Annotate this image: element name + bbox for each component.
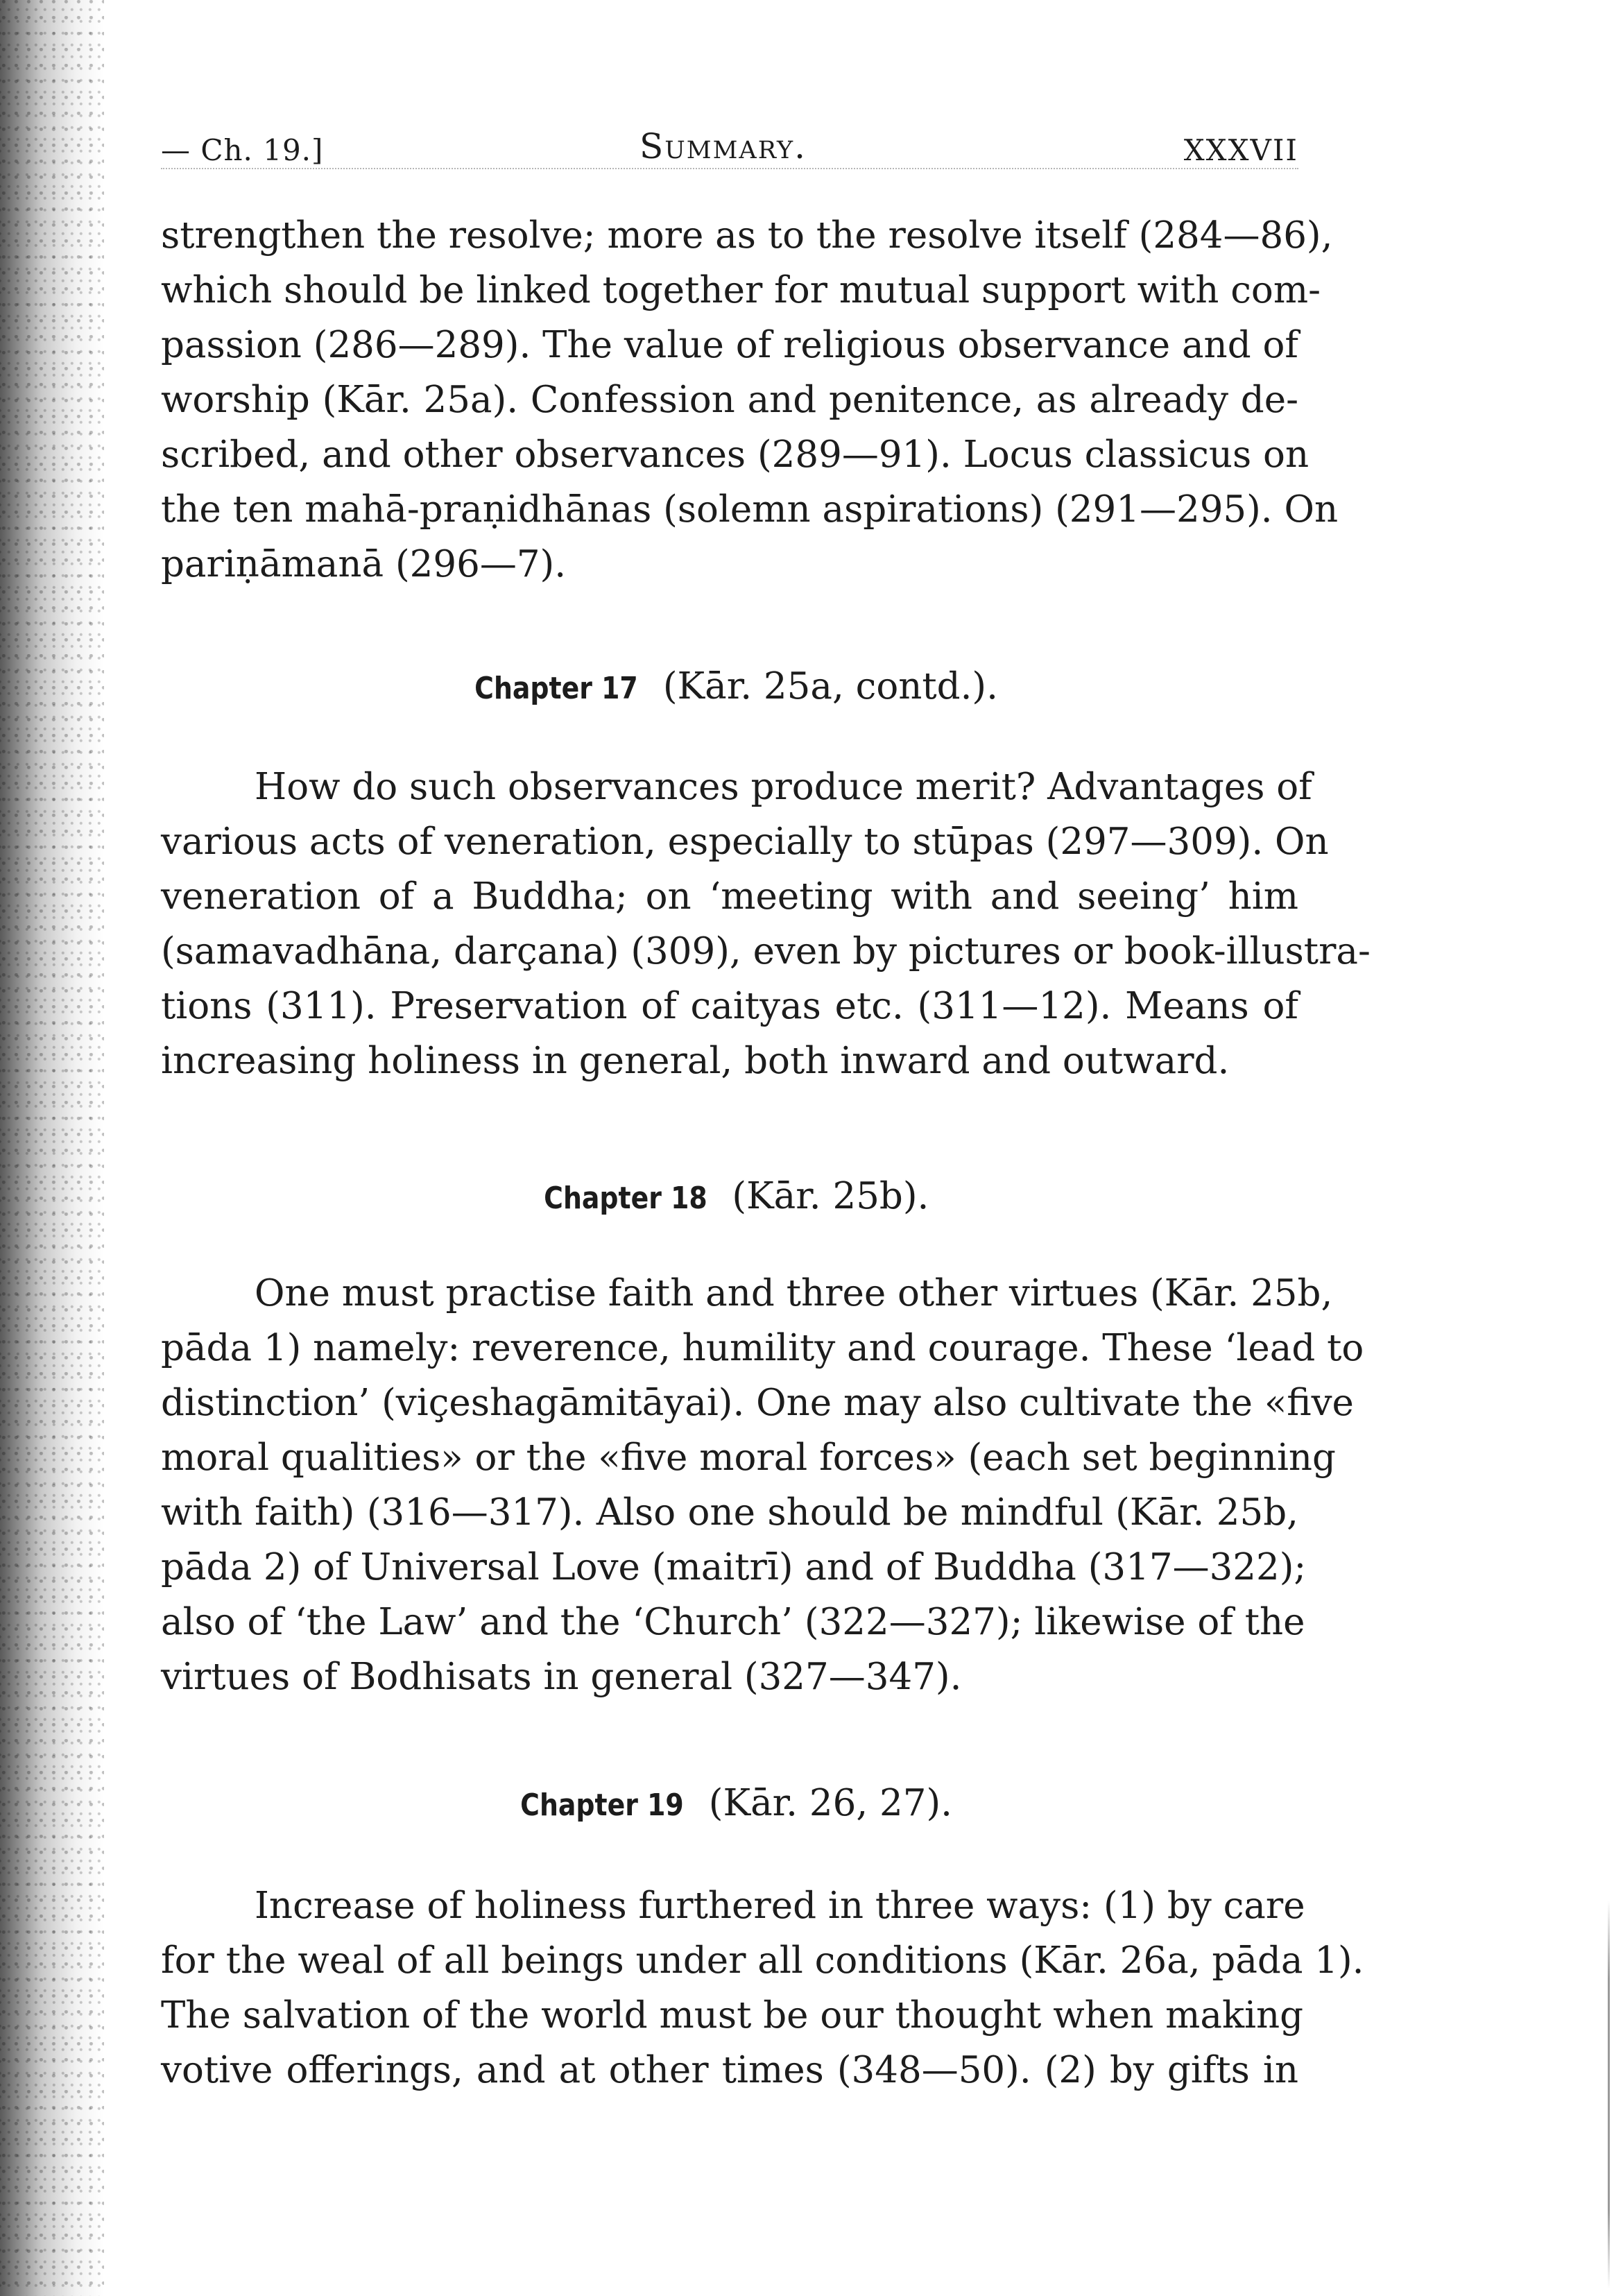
paragraph-chapter-17 <box>161 760 1371 1088</box>
chapter-label: Chapter 17 <box>474 671 638 706</box>
page-number: XXXVII <box>1183 133 1298 167</box>
chapter-reference: — Ch. 19.] <box>161 133 324 167</box>
page-title: Summary. <box>639 126 807 166</box>
header-rule <box>161 168 1298 169</box>
text-line: distinction’ (viçeshagāmitāyai). One may also cultivate the «five <box>161 1382 1354 1424</box>
chapter-karika-reference: (Kār. 25a, contd.). <box>662 665 998 708</box>
scanned-page-edge <box>0 0 104 2296</box>
text-line: the ten mahā-praṇidhānas (solemn aspirations) (291—295). On <box>161 488 1339 531</box>
text-line: for the weal of all beings under all conditions (Kār. 26a, pāda 1). <box>161 1939 1364 1982</box>
paragraph-chapter-16-continued <box>161 208 1339 592</box>
text-line: veneration of a Buddha; on ‘meeting with and seeing’ him <box>161 875 1298 918</box>
text-line: with faith) (316—317). Also one should be mindful (Kār. 25b, <box>161 1491 1298 1534</box>
text-line: increasing holiness in general, both inward and outward. <box>161 1040 1230 1082</box>
paragraph-chapter-19 <box>161 1878 1364 2098</box>
text-line: passion (286—289). The value of religious observance and of <box>161 324 1298 366</box>
chapter-label: Chapter 19 <box>520 1788 684 1823</box>
text-line: strengthen the resolve; more as to the resolve itself (284—86), <box>161 214 1333 257</box>
running-head <box>161 123 1298 172</box>
text-line: (samavadhāna, darçana) (309), even by pictures or book-illustra- <box>161 930 1371 973</box>
chapter-label: Chapter 18 <box>543 1181 707 1216</box>
chapter-19-heading <box>161 1776 1298 1833</box>
text-line: which should be linked together for mutual support with com- <box>161 269 1321 311</box>
text-line: Increase of holiness furthered in three ways: (1) by care <box>255 1885 1305 1927</box>
text-line: How do such observances produce merit? Advantages of <box>255 766 1312 808</box>
chapter-karika-reference: (Kār. 25b). <box>732 1175 929 1217</box>
chapter-karika-reference: (Kār. 26, 27). <box>708 1782 952 1824</box>
paragraph-chapter-18 <box>161 1266 1364 1704</box>
text-line: votive offerings, and at other times (348—50). (2) by gifts in <box>161 2049 1298 2091</box>
text-line: pāda 2) of Universal Love (maitrī) and of Buddha (317—322); <box>161 1546 1307 1588</box>
scan-margin-line <box>1608 1901 1610 2289</box>
text-line: also of ‘the Law’ and the ‘Church’ (322—327); likewise of the <box>161 1601 1305 1643</box>
chapter-17-heading <box>161 659 1298 717</box>
text-line: moral qualities» or the «five moral forces» (each set beginning <box>161 1437 1336 1479</box>
text-line: pariṇāmanā (296—7). <box>161 543 567 585</box>
text-line: worship (Kār. 25a). Confession and penitence, as already de- <box>161 379 1298 421</box>
chapter-18-heading <box>161 1169 1298 1226</box>
text-line: virtues of Bodhisats in general (327—347). <box>161 1656 962 1698</box>
text-line: One must practise faith and three other virtues (Kār. 25b, <box>255 1272 1333 1314</box>
text-line: various acts of veneration, especially to stūpas (297—309). On <box>161 821 1329 863</box>
text-line: tions (311). Preservation of caityas etc. (311—12). Means of <box>161 985 1298 1027</box>
text-line: scribed, and other observances (289—91). Locus classicus on <box>161 434 1309 476</box>
text-line: The salvation of the world must be our thought when making <box>161 1994 1304 2037</box>
text-line: pāda 1) namely: reverence, humility and courage. These ‘lead to <box>161 1327 1364 1369</box>
